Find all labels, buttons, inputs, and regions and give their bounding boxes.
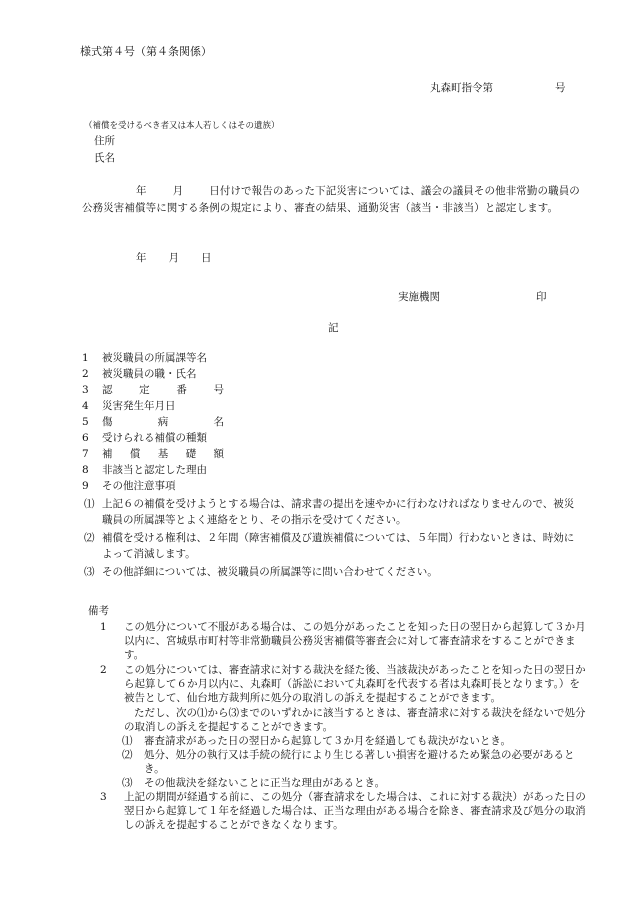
biko-item: [100, 663, 586, 705]
ki-heading: 記: [328, 322, 339, 334]
item-label: [102, 382, 224, 398]
note-mark: ⑴: [84, 498, 95, 510]
biko-sub-item: [122, 734, 586, 748]
item-label: [102, 414, 224, 430]
list-item: [82, 398, 224, 414]
biko-heading: 備考: [88, 605, 109, 617]
item-number: 1: [82, 352, 89, 364]
biko-sub-text: 処分、処分の執行又は手続の続行により生じる著しい損害を避けるため緊急の必要があるとき。: [144, 749, 575, 775]
item-number: 5: [82, 416, 89, 428]
item-label: 受けられる補償の種類: [102, 432, 207, 444]
note-item: [84, 496, 584, 528]
biko-sub-text: その他裁決を経ないことに正当な理由があるとき。: [144, 777, 386, 789]
item-number: 6: [82, 432, 89, 444]
item-number: 9: [82, 480, 89, 492]
list-item: [82, 446, 224, 462]
biko-mark: 1: [100, 621, 107, 633]
item-label: 災害発生年月日: [102, 400, 176, 412]
item-label-char: 基: [157, 448, 169, 460]
item-label-char: 病: [157, 416, 169, 428]
body-paragraph: [82, 183, 582, 217]
item-list: [82, 350, 224, 494]
seal-mark: 印: [536, 291, 547, 303]
biko-item: [100, 620, 586, 662]
item-number: 7: [82, 448, 89, 460]
list-item: [82, 366, 224, 382]
body-year: 年: [136, 185, 147, 197]
item-number: 2: [82, 368, 89, 380]
address-label: 住所: [94, 135, 115, 147]
agency-label: 実施機関: [398, 291, 440, 303]
biko-mark: 2: [100, 664, 107, 676]
biko-item: [100, 790, 586, 832]
list-item: [82, 350, 224, 366]
item-label-char: 認: [102, 384, 113, 396]
notes-list: [84, 496, 584, 582]
list-item: [82, 414, 224, 430]
item-label: 非該当と認定した理由: [102, 464, 207, 476]
note-item: [84, 564, 584, 580]
biko-sub-text: 審査請求があった日の翌日から起算して３か月を経過しても裁決がないとき。: [144, 735, 511, 747]
order-number-line: [430, 80, 566, 96]
date-year: 年: [136, 252, 147, 264]
item-label: 被災職員の所属課等名: [102, 352, 207, 364]
biko-sub-mark: ⑶: [122, 777, 133, 789]
item-label: [102, 446, 224, 462]
biko-continuation: ただし、次の⑴から⑶までのいずれかに該当するときは、審査請求に対する裁決を経ないで処分の取消しの訴えを提起することができます。: [124, 707, 586, 733]
date-month: 月: [168, 252, 179, 264]
item-label-char: 名: [213, 416, 224, 428]
biko-sub-mark: ⑵: [122, 749, 133, 761]
date-line: [136, 250, 212, 266]
list-item: [82, 478, 224, 494]
note-mark: ⑶: [84, 566, 95, 578]
item-label-char: 償: [129, 448, 141, 460]
biko-sub-item: [122, 776, 586, 790]
biko-text: 上記の期間が経過する前に、この処分（審査請求をした場合は、これに対する裁決）があった日の翌日から起算して１年を経過した場合は、正当な理由がある場合を除き、審査請求及び処分の取消しの訴えを提起することができなくなります。: [124, 791, 586, 831]
item-label-char: 傷: [102, 416, 113, 428]
item-number: 8: [82, 464, 89, 476]
item-label-char: 礎: [185, 448, 197, 460]
list-item: [82, 430, 224, 446]
body-text: 日付けで報告のあった下記災害については、議会の議員その他非常勤の職員の公務災害補償等に関する条例の規定により、審査の結果、通勤災害（該当・非該当）と認定します。: [82, 185, 580, 214]
form-title: 様式第４号（第４条関係）: [80, 45, 212, 58]
biko-sub-item: [122, 748, 586, 776]
biko-mark: 3: [100, 791, 107, 803]
item-label-char: 補: [102, 448, 113, 460]
item-number: 4: [82, 400, 89, 412]
item-label: その他注意事項: [102, 480, 176, 492]
item-label-char: 定: [139, 384, 150, 396]
note-mark: ⑵: [84, 532, 95, 544]
list-item: [82, 382, 224, 398]
order-prefix: 丸森町指令第: [430, 82, 493, 94]
biko-list: [100, 620, 586, 833]
item-label-char: 号: [213, 384, 224, 396]
recipient-note: （補償を受けるべき者又は本人若しくはその遺族）: [84, 121, 280, 131]
biko-text: この処分については、審査請求に対する裁決を経た後、当該裁決があったことを知った日の翌日から起算して６か月以内に、丸森町（訴訟において丸森町を代表する者は丸森町長となります。）を被告として、仙台地方裁判所に処分の取消しの訴えを提起することができます。: [124, 664, 586, 704]
item-label-char: 額: [213, 448, 224, 460]
item-number: 3: [82, 384, 89, 396]
order-suffix: 号: [555, 82, 566, 94]
note-text: 上記６の補償を受けようとする場合は、請求書の提出を速やかに行わなければなりませんので、被災職員の所属課等とよく連絡をとり、その指示を受けてください。: [102, 498, 575, 526]
biko-text: この処分について不服がある場合は、この処分があったことを知った日の翌日から起算して３か月以内に、宮城県市町村等非常勤職員公務災害補償等審査会に対して審査請求をすることができます。: [124, 621, 586, 661]
note-text: その他詳細については、被災職員の所属課等に問い合わせてください。: [102, 566, 438, 578]
list-item: [82, 462, 224, 478]
item-label: 被災職員の職・氏名: [102, 368, 197, 380]
body-month: 月: [172, 185, 184, 197]
agency-line: [398, 289, 547, 305]
biko-sub-mark: ⑴: [122, 735, 133, 747]
item-label-char: 番: [176, 384, 187, 396]
name-label: 氏名: [94, 152, 115, 164]
note-text: 補償を受ける権利は、２年間（障害補償及び遺族補償については、５年間）行わないときは、時効によって消滅します。: [102, 532, 575, 560]
date-day: 日: [201, 252, 212, 264]
note-item: [84, 530, 584, 562]
